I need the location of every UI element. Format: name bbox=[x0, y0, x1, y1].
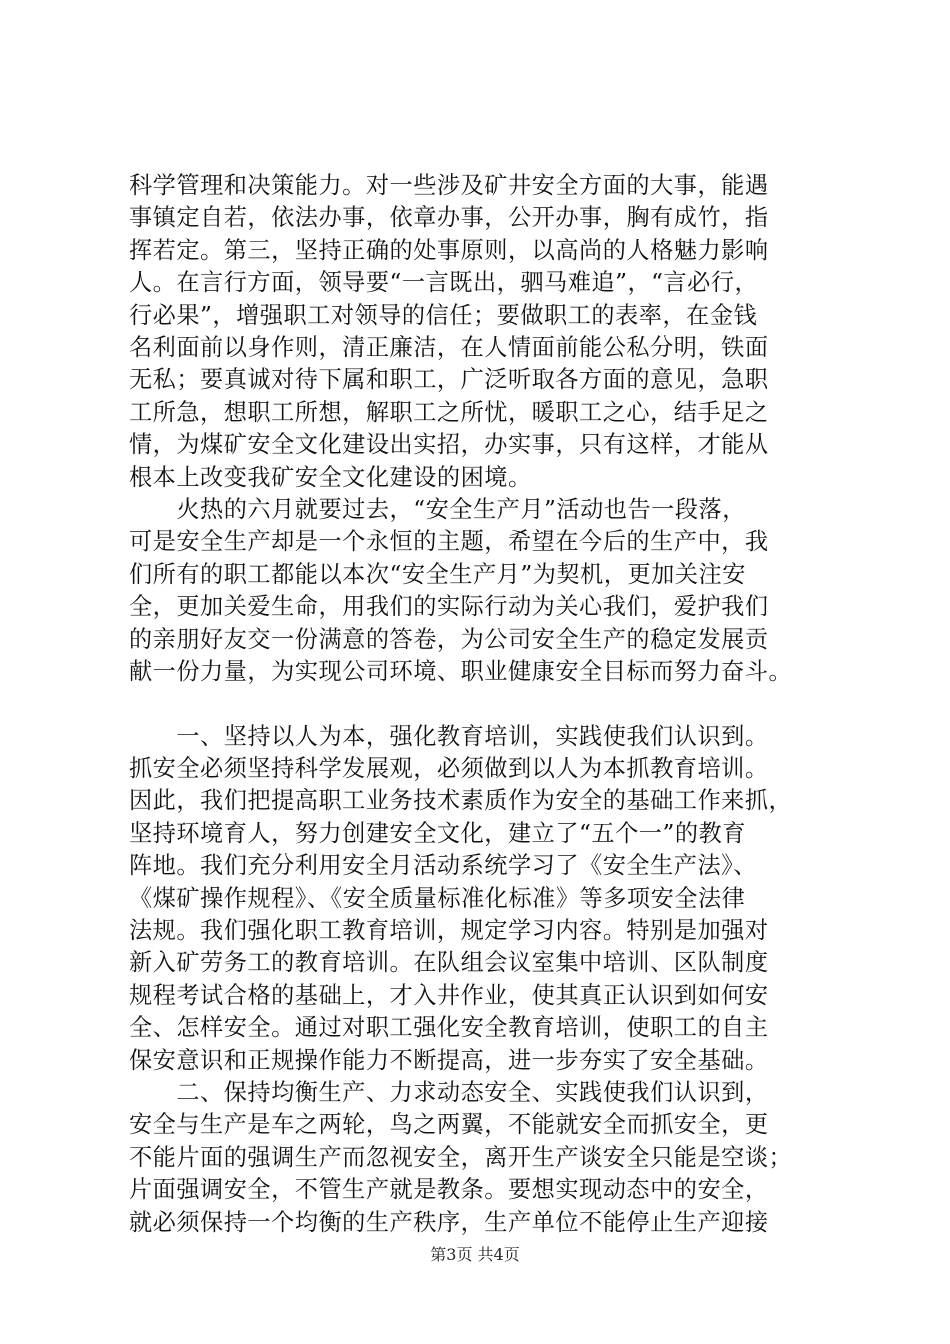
text-line: 抓安全必须坚持科学发展观，必须做到以人为本抓教育培训。 bbox=[129, 754, 769, 782]
text-line: 《煤矿操作规程》、《安全质量标准化标准》等多项安全法律 bbox=[129, 884, 746, 912]
text-line: 挥若定。第三，坚持正确的处事原则，以高尚的人格魅力影响 bbox=[129, 236, 769, 264]
text-line: 因此，我们把提高职工业务技术素质作为安全的基础工作来抓， bbox=[129, 787, 793, 815]
text-line: 全、怎样安全。通过对职工强化安全教育培训，使职工的自主 bbox=[129, 1014, 769, 1042]
text-line: 工所急，想职工所想，解职工之所忧，暖职工之心，结手足之 bbox=[129, 398, 769, 426]
text-line: 片面强调安全，不管生产就是教条。要想实现动态中的安全， bbox=[129, 1176, 769, 1204]
text-line: 们所有的职工都能以本次“安全生产月”为契机，更加关注安 bbox=[129, 560, 746, 588]
text-line: 保安意识和正规操作能力不断提高，进一步夯实了安全基础。 bbox=[129, 1046, 769, 1074]
text-line: 安全与生产是车之两轮，鸟之两翼，不能就安全而抓安全，更 bbox=[129, 1111, 769, 1139]
text-line: 无私；要真诚对待下属和职工，广泛听取各方面的意见，急职 bbox=[129, 366, 769, 394]
paragraph-1 bbox=[129, 170, 829, 494]
text-line: 一、坚持以人为本，强化教育培训，实践使我们认识到。 bbox=[129, 722, 769, 750]
text-line: 情，为煤矿安全文化建设出实招，办实事，只有这样，才能从 bbox=[129, 431, 769, 459]
text-line: 的亲朋好友交一份满意的答卷，为公司安全生产的稳定发展贡 bbox=[129, 625, 769, 653]
text-line: 可是安全生产却是一个永恒的主题，希望在今后的生产中，我 bbox=[129, 528, 769, 556]
text-line: 火热的六月就要过去，“安全生产月”活动也告一段落， bbox=[129, 496, 746, 524]
text-line: 不能片面的强调生产而忽视安全，离开生产谈安全只能是空谈； bbox=[129, 1143, 793, 1171]
text-line: 献一份力量，为实现公司环境、职业健康安全目标而努力奋斗。 bbox=[129, 658, 793, 686]
text-line: 规程考试合格的基础上，才入井作业，使其真正认识到如何安 bbox=[129, 981, 769, 1009]
text-line: 法规。我们强化职工教育培训，规定学习内容。特别是加强对 bbox=[129, 916, 769, 944]
text-line: 事镇定自若，依法办事，依章办事，公开办事，胸有成竹，指 bbox=[129, 204, 769, 232]
text-line: 全，更加关爱生命，用我们的实际行动为关心我们，爱护我们 bbox=[129, 593, 769, 621]
paragraph-2 bbox=[129, 494, 829, 688]
page-number-label: 第3页 共4页 bbox=[430, 1245, 520, 1264]
text-line: 根本上改变我矿安全文化建设的困境。 bbox=[129, 463, 532, 491]
paragraph-gap bbox=[129, 689, 829, 721]
text-line: 新入矿劳务工的教育培训。在队组会议室集中培训、区队制度 bbox=[129, 949, 769, 977]
document-body bbox=[129, 170, 829, 1239]
text-line: 科学管理和决策能力。对一些涉及矿井安全方面的大事，能遇 bbox=[129, 172, 769, 199]
text-line: 就必须保持一个均衡的生产秩序，生产单位不能停止生产迎接 bbox=[129, 1208, 769, 1236]
paragraph-3 bbox=[129, 721, 829, 1077]
text-line: 二、保持均衡生产、力求动态安全、实践使我们认识到， bbox=[129, 1078, 769, 1106]
paragraph-4 bbox=[129, 1077, 829, 1239]
text-line: 阵地。我们充分利用安全月活动系统学习了《安全生产法》、 bbox=[129, 852, 757, 880]
text-line: 行必果”，增强职工对领导的信任；要做职工的表率，在金钱 bbox=[129, 301, 758, 329]
text-line: 坚持环境育人，努力创建安全文化，建立了“五个一”的教育 bbox=[129, 819, 746, 847]
text-line: 名利面前以身作则，清正廉洁，在人情面前能公私分明，铁面 bbox=[129, 334, 769, 362]
text-line: 人。在言行方面，领导要“一言既出，驷马难追”，“言必行， bbox=[129, 269, 759, 297]
page-footer bbox=[0, 1245, 950, 1265]
